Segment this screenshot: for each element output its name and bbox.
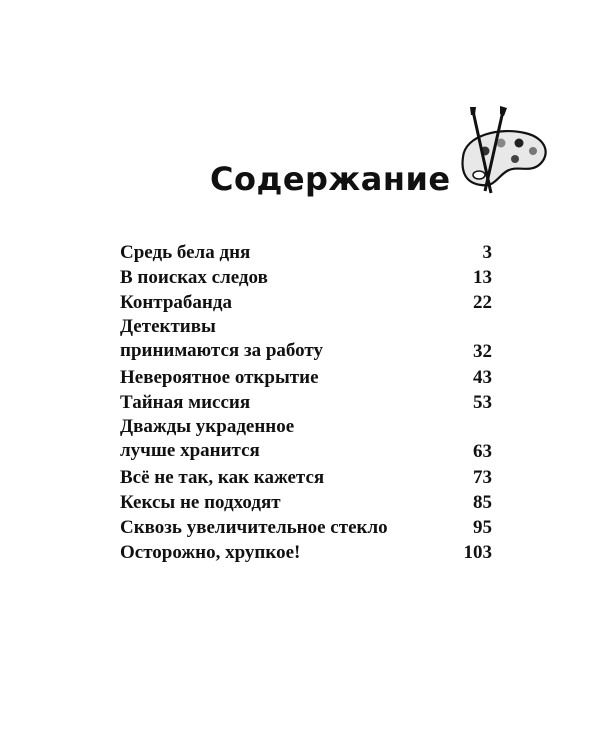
toc-entry[interactable] bbox=[120, 265, 492, 290]
toc-entry[interactable] bbox=[120, 540, 492, 565]
table-of-contents bbox=[120, 240, 492, 565]
toc-entry-page: 32 bbox=[473, 341, 492, 362]
toc-entry-page: 73 bbox=[473, 467, 492, 488]
toc-entry[interactable] bbox=[120, 415, 492, 463]
toc-entry[interactable] bbox=[120, 390, 492, 415]
toc-entry-page: 63 bbox=[473, 441, 492, 462]
toc-entry-page: 43 bbox=[473, 367, 492, 388]
palette-with-brushes-icon bbox=[455, 105, 555, 195]
toc-entry-title: В поисках следов bbox=[120, 267, 268, 288]
toc-entry[interactable] bbox=[120, 240, 492, 265]
toc-entry-title: Кексы не подходят bbox=[120, 492, 281, 513]
toc-entry-title-line: Дважды украденное bbox=[120, 416, 295, 437]
toc-entry-page: 53 bbox=[473, 392, 492, 413]
toc-entry-title: Тайная миссия bbox=[120, 392, 251, 413]
toc-entry-page: 103 bbox=[463, 542, 492, 563]
toc-entry-page: 95 bbox=[473, 517, 492, 538]
toc-entry[interactable] bbox=[120, 315, 492, 363]
toc-entry-title: Осторожно, хрупкое! bbox=[120, 542, 301, 563]
toc-entry-title: Сквозь увеличительное стекло bbox=[120, 517, 388, 538]
toc-entry-page: 3 bbox=[482, 242, 492, 263]
header bbox=[210, 105, 555, 198]
toc-entry-title: Невероятное открытие bbox=[120, 367, 319, 388]
toc-entry-title-line: лучше хранится bbox=[120, 440, 260, 461]
toc-entry-page: 85 bbox=[473, 492, 492, 513]
toc-entry[interactable] bbox=[120, 465, 492, 490]
toc-entry-page: 22 bbox=[473, 292, 492, 313]
toc-entry[interactable] bbox=[120, 515, 492, 540]
toc-entry[interactable] bbox=[120, 365, 492, 390]
toc-entry-title-line: принимаются за работу bbox=[120, 340, 323, 361]
toc-entry-page: 13 bbox=[473, 267, 492, 288]
toc-entry[interactable] bbox=[120, 290, 492, 315]
page-title: Содержание bbox=[210, 160, 451, 198]
toc-entry-title: Всё не так, как кажется bbox=[120, 467, 325, 488]
toc-entry[interactable] bbox=[120, 490, 492, 515]
toc-entry-title-line: Детективы bbox=[120, 316, 216, 337]
toc-entry-title: Средь бела дня bbox=[120, 242, 251, 263]
toc-entry-title: Контрабанда bbox=[120, 292, 232, 313]
